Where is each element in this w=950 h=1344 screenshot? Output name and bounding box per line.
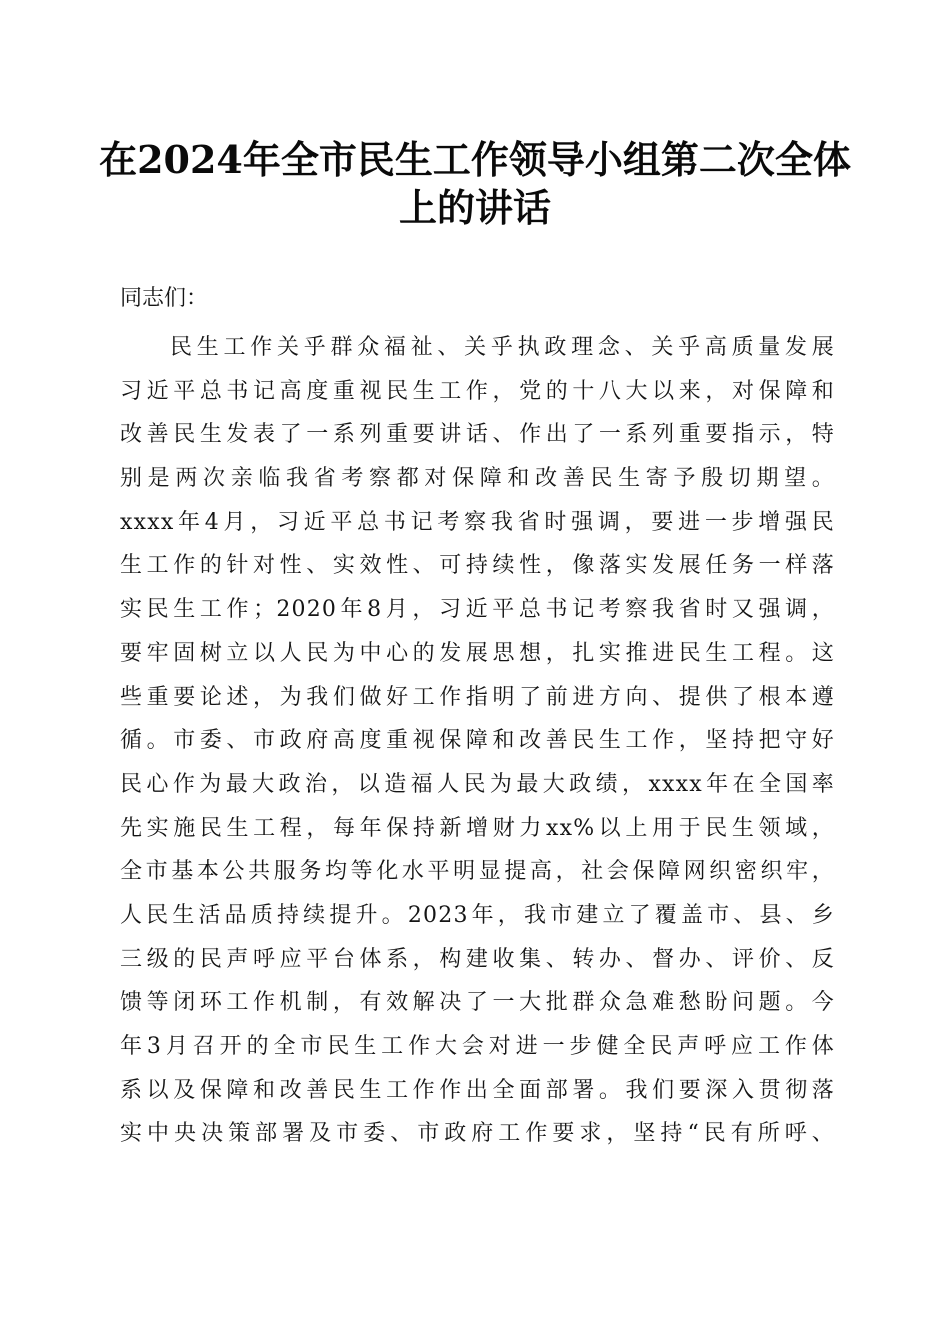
paragraph-line: 年3月召开的全市民生工作大会对进一步健全民声呼应工作体 [120, 1034, 835, 1059]
body-paragraph [120, 326, 835, 1156]
paragraph-line: 三级的民声呼应平台体系，构建收集、转办、督办、评价、反 [120, 946, 835, 972]
paragraph-line: 全市基本公共服务均等化水平明显提高，社会保障网织密织牢， [120, 859, 835, 885]
paragraph-line: 别是两次亲临我省考察都对保障和改善民生寄予殷切期望。 [120, 466, 835, 492]
title-line: 上的讲话 [398, 185, 551, 230]
paragraph-line: 先实施民生工程，每年保持新增财力xx%以上用于民生领域， [120, 815, 835, 841]
paragraph-line: 馈等闭环工作机制，有效解决了一大批群众急难愁盼问题。今 [120, 990, 835, 1016]
paragraph-line: 习近平总书记高度重视民生工作，党的十八大以来，对保障和 [120, 378, 835, 404]
paragraph-line: 生工作的针对性、实效性、可持续性，像落实发展任务一样落 [120, 553, 835, 579]
paragraph-line: 实中央决策部署及市委、市政府工作要求，坚持“民有所呼、 [120, 1121, 835, 1147]
paragraph-line: 些重要论述，为我们做好工作指明了前进方向、提供了根本遵 [120, 684, 835, 710]
paragraph-line: 要牢固树立以人民为中心的发展思想，扎实推进民生工程。这 [120, 640, 835, 666]
paragraph-line: 实民生工作；2020年8月，习近平总书记考察我省时又强调， [120, 597, 835, 623]
paragraph-line: xxxx年4月，习近平总书记考察我省时强调，要进一步增强民 [120, 509, 835, 535]
paragraph-line: 民心作为最大政治，以造福人民为最大政绩，xxxx年在全国率 [120, 771, 835, 797]
title-line: 在2024年全市民生工作领导小组第二次全体 [99, 137, 851, 182]
paragraph-line: 人民生活品质持续提升。2023年，我市建立了覆盖市、县、乡 [120, 902, 835, 928]
paragraph-line: 民生工作关乎群众福祉、关乎执政理念、关乎高质量发展 [170, 335, 835, 360]
paragraph-line: 系以及保障和改善民生工作作出全面部署。我们要深入贯彻落 [120, 1077, 835, 1103]
salutation: 同志们： [120, 286, 209, 311]
paragraph-line: 循。市委、市政府高度重视保障和改善民生工作，坚持把守好 [120, 728, 835, 754]
paragraph-line: 改善民生发表了一系列重要讲话、作出了一系列重要指示，特 [120, 422, 835, 448]
document-title [90, 136, 860, 232]
